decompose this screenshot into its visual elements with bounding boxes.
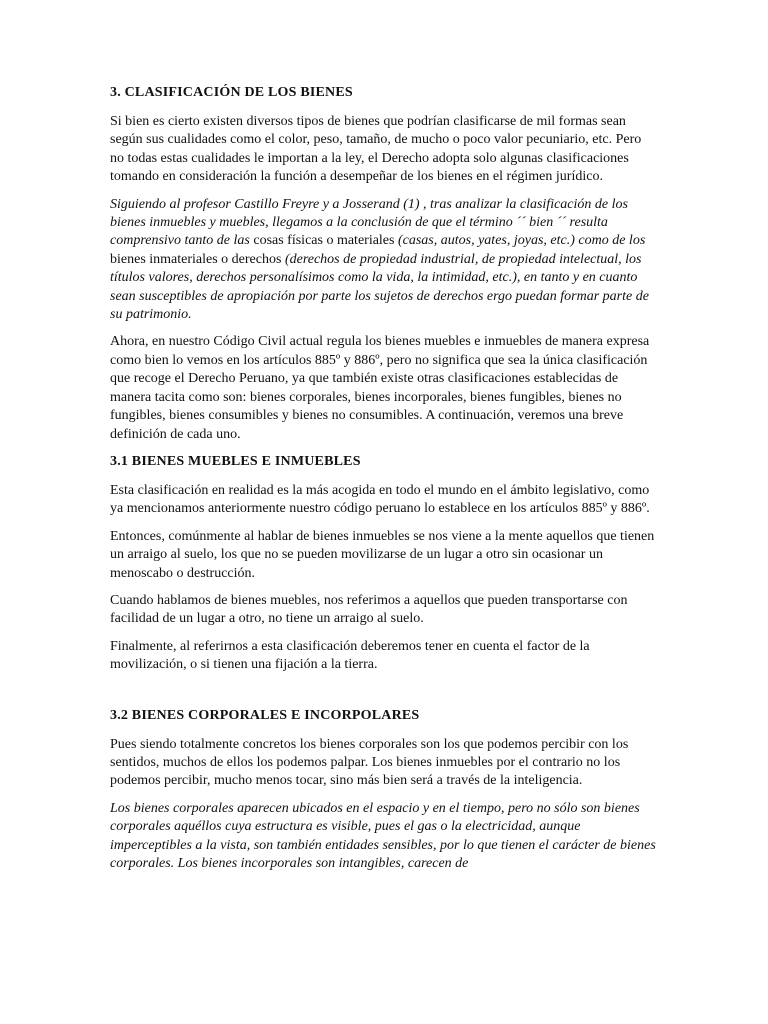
- paragraph-text-italic: (derechos de propiedad industrial, de propiedad intelectual, los títulos valores, derechos personalísimos como la vida, la intimidad, etc.), en tanto y en cuanto sean susceptibles de apropiación por parte los sujetos de derechos ergo puedan formar parte de su patrimonio.: [110, 251, 649, 323]
- paragraph-text-italic: (casas, autos, yates, joyas, etc.) como de los: [397, 233, 646, 249]
- paragraph: [110, 638, 658, 675]
- paragraph-text: Finalmente, al referirnos a esta clasificación deberemos tener en cuenta el factor de la movilización, o si tienen una fijación a la tierra.: [110, 638, 590, 673]
- paragraph-text: cosas físicas o materiales: [253, 233, 398, 249]
- paragraph-text: Esta clasificación en realidad es la más acogida en todo el mundo en el ámbito legislativo, como ya mencionamos anteriormente nuestro código peruano lo establece en los artículos 885º y 886º.: [110, 482, 650, 517]
- paragraph-text-italic: Los bienes corporales aparecen ubicados en el espacio y en el tiempo, pero no sólo son bienes corporales aquéllos cuya estructura es visible, pues el gas o la electricidad, aunque imperceptibles a la vista, son también entidades sensibles, por lo que tienen el carácter de bienes corporales. Los bienes incorporales son intangibles, carecen de: [110, 800, 656, 871]
- paragraph: [110, 482, 658, 519]
- section-heading-muebles-inmuebles: 3.1 BIENES MUEBLES E INMUEBLES: [110, 453, 361, 469]
- paragraph-quote: [110, 800, 658, 874]
- paragraph-text: Cuando hablamos de bienes muebles, nos referimos a aquellos que pueden transportarse con facilidad de un lugar a otro, no tiene un arraigo al suelo.: [110, 592, 628, 627]
- paragraph: [110, 736, 658, 791]
- paragraph: [110, 333, 658, 443]
- paragraph: [110, 528, 658, 583]
- paragraph-text: Pues siendo totalmente concretos los bienes corporales son los que podemos percibir con los sentidos, muchos de ellos los podemos palpar. Los bienes inmuebles por el contrario no los podemos percibir, mucho menos tocar, sino más bien será a través de la inteligencia.: [110, 736, 629, 789]
- paragraph-text: Ahora, en nuestro Código Civil actual regula los bienes muebles e inmuebles de manera expresa como bien lo vemos en los artículos 885º y 886º, pero no significa que sea la única clasificación que recoge el Derecho Peruano, ya que también existe otras clasificaciones establecidas de manera tacita como son: bienes corporales, bienes incorporales, bienes fungibles, bienes no fungibles, bienes consumibles y bienes no consumibles. A continuación, veremos una breve definición de cada uno.: [110, 334, 650, 442]
- paragraph-text: bienes inmateriales o derechos: [110, 251, 285, 267]
- paragraph-text: Si bien es cierto existen diversos tipos de bienes que podrían clasificarse de mil formas sean según sus cualidades como el color, peso, tamaño, de mucho o poco valor pecuniario, etc. Pero no todas estas cualidades le importan a la ley, el Derecho adopta solo algunas clasificaciones tomando en consideración la función a desempeñar de los bienes en el régimen jurídico.: [110, 114, 642, 185]
- paragraph-quote: [110, 196, 658, 325]
- document-page: [110, 84, 658, 882]
- paragraph-text-italic: Siguiendo al profesor Castillo Freyre y a Josserand (1) , tras analizar la clasificación de los bienes inmuebles y muebles, llegamos a la conclusión de que el término ´´ bien ´´ resulta comprensivo tanto de las: [110, 196, 628, 249]
- paragraph-text: Entonces, comúnmente al hablar de bienes inmuebles se nos viene a la mente aquellos que tienen un arraigo al suelo, los que no se pueden movilizarse de un lugar a otro sin ocasionar un menoscabo o destrucción.: [110, 528, 655, 581]
- paragraph: [110, 592, 658, 629]
- section-heading-corporales-incorporales: 3.2 BIENES CORPORALES E INCORPOLARES: [110, 707, 420, 723]
- section-heading-clasificacion: 3. CLASIFICACIÓN DE LOS BIENES: [110, 85, 353, 100]
- paragraph: [110, 113, 658, 187]
